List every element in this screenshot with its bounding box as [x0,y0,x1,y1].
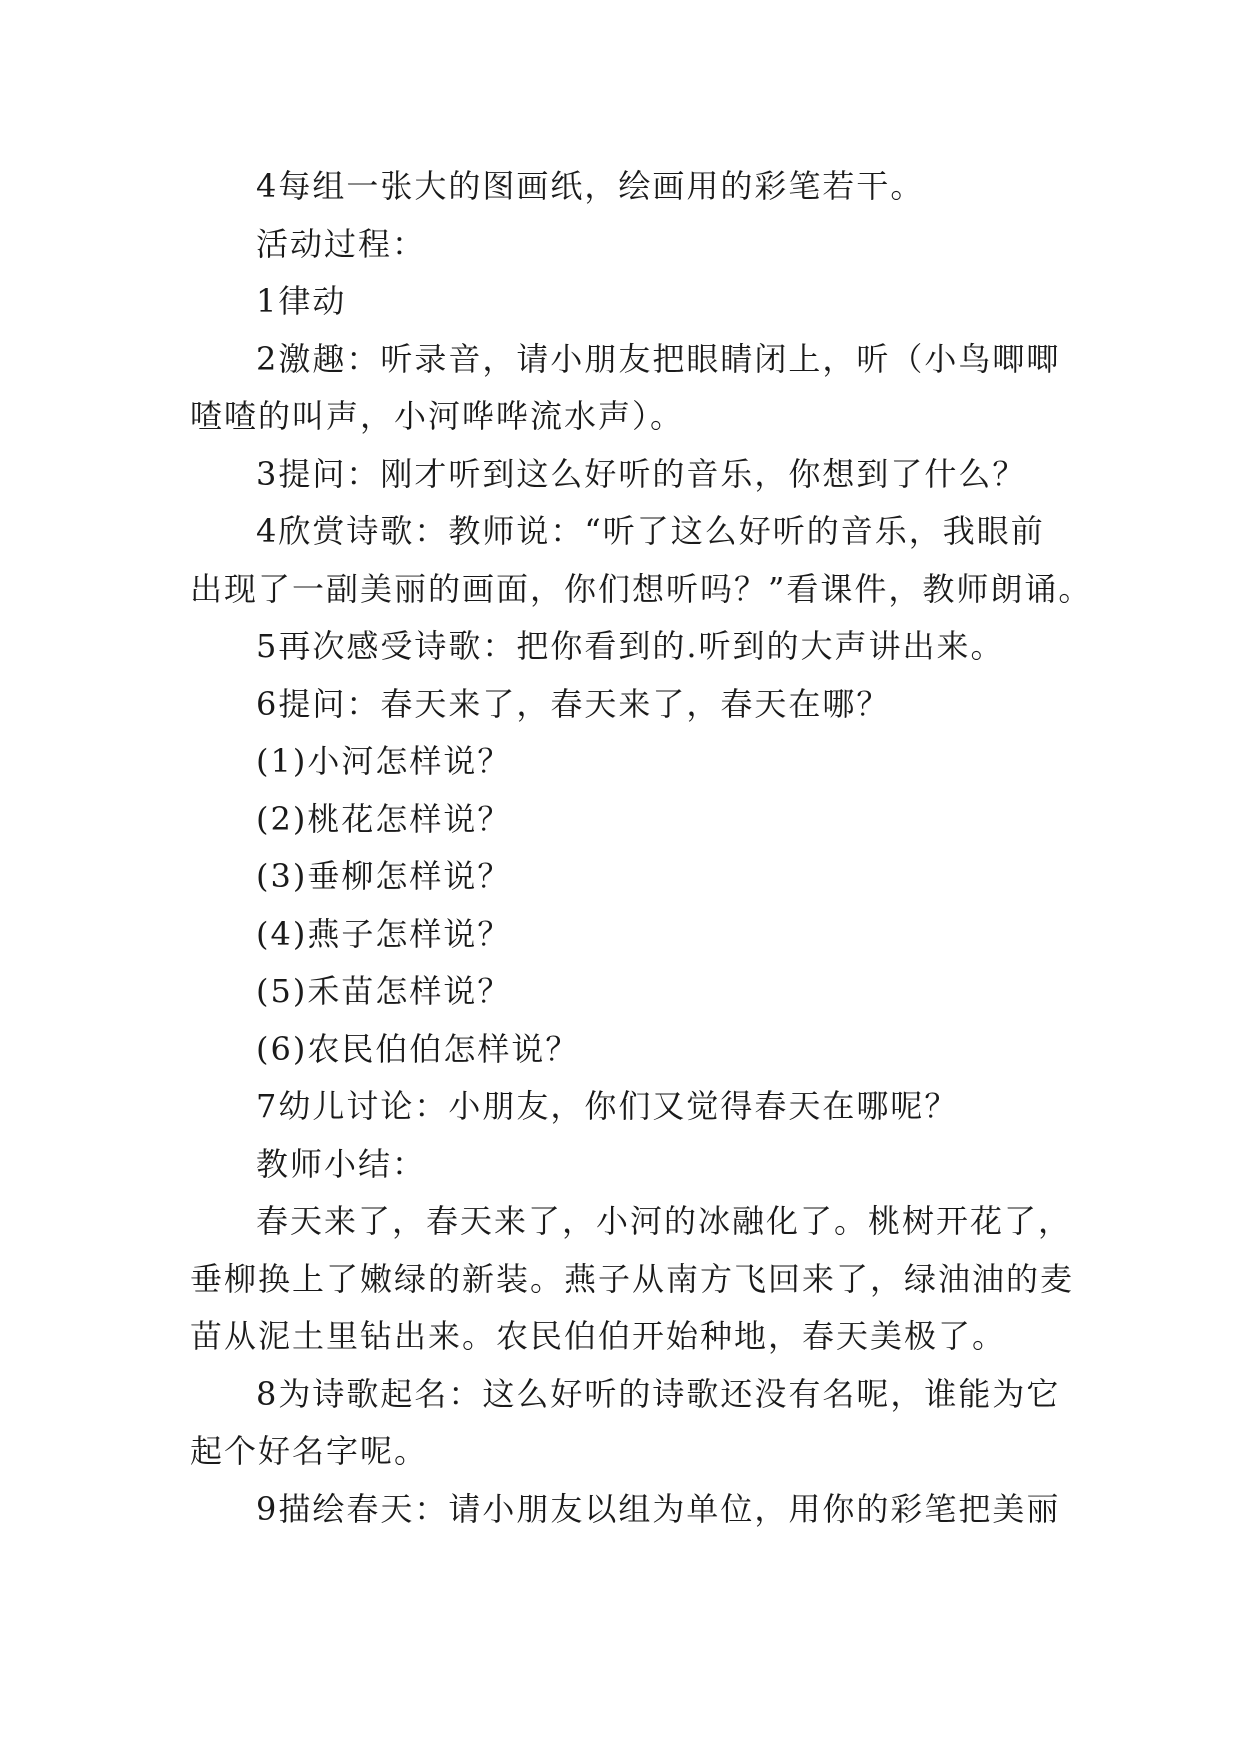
step-4-appreciate-poem [190,503,1093,618]
step-3-question: 3提问：刚才听到这么好听的音乐，你想到了什么？ [256,454,1027,493]
sub-question-1: (1)小河怎样说？ [256,742,512,780]
document-body [190,158,1093,1538]
step-7-discussion: 7幼儿讨论：小朋友，你们又觉得春天在哪呢？ [256,1087,959,1125]
paragraph-line: 春天来了，春天来了，小河的冰融化了。桃树开花了， [256,1202,1073,1240]
step-6-question: 6提问：春天来了，春天来了，春天在哪？ [256,684,891,723]
sub-question-5: (5)禾苗怎样说？ [256,972,512,1010]
sub-question-2: (2)桃花怎样说？ [256,799,512,838]
heading-activity-process: 活动过程： [256,224,427,263]
step-2-stimulate-interest [190,331,1070,446]
paragraph-line: 8为诗歌起名：这么好听的诗歌还没有名呢，谁能为它 [256,1374,1061,1413]
step-5-feel-poem-again: 5再次感受诗歌：把你看到的.听到的大声讲出来。 [256,627,1005,665]
paragraph-line: 4欣赏诗歌：教师说：“听了这么好听的音乐，我眼前 [256,512,1045,550]
paragraph-line: 垂柳换上了嫩绿的新装。燕子从南方飞回来了，绿油油的麦 [190,1259,1075,1298]
paragraph-line: 喳喳的叫声，小河哗哗流水声）。 [190,397,685,435]
paragraph-materials: 4每组一张大的图画纸，绘画用的彩笔若干。 [256,167,925,205]
sub-question-4: (4)燕子怎样说？ [256,914,512,953]
paragraph-line: 苗从泥土里钻出来。农民伯伯开始种地，春天美极了。 [190,1317,1007,1355]
paragraph-line: 出现了一副美丽的画面，你们想听吗？”看课件，教师朗诵。 [190,569,1093,608]
step-1-rhythm: 1律动 [256,282,347,320]
teacher-summary-text [190,1193,1075,1366]
paragraph-line: 2激趣：听录音，请小朋友把眼睛闭上，听（小鸟唧唧 [256,339,1061,378]
paragraph-line: 起个好名字呢。 [190,1432,429,1470]
sub-question-6: (6)农民伯伯怎样说？ [256,1029,580,1068]
step-8-name-poem [190,1366,1070,1481]
step-9-draw-spring: 9描绘春天：请小朋友以组为单位，用你的彩笔把美丽 [256,1489,1061,1528]
heading-teacher-summary: 教师小结： [256,1144,427,1183]
sub-question-3: (3)垂柳怎样说？ [256,857,512,895]
